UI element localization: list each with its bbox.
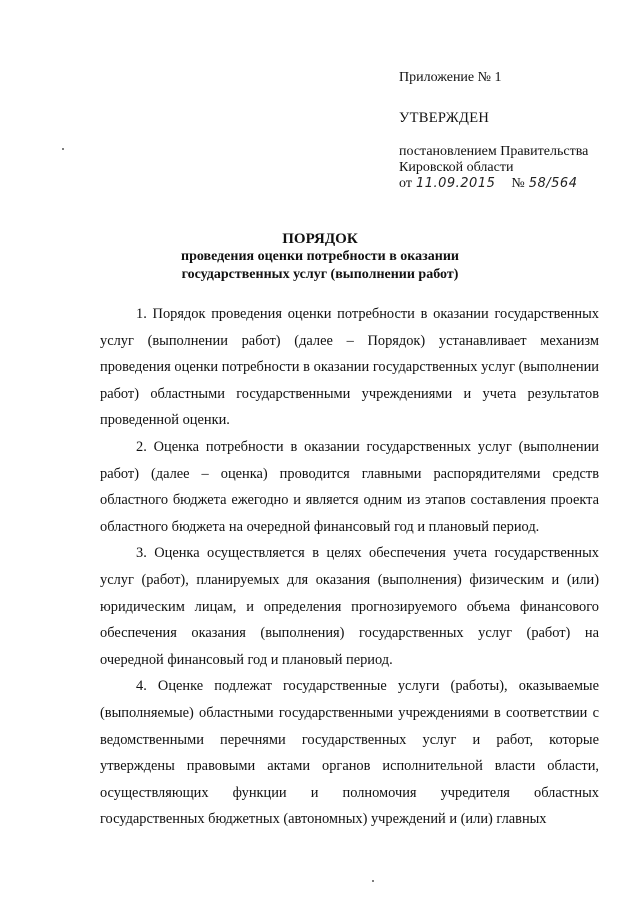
decree-line-1: постановлением Правительства [399,144,589,159]
handwritten-date: 11.09.2015 [415,176,496,191]
date-prefix: от [399,176,412,191]
decree-line-2: Кировской области [399,160,514,175]
paragraph-2: 2. Оценка потребности в оказании государственных услуг (выполнении работ) (далее – оценка) проводится главными распорядителями средств областного бюджета ежегодно и является одним из этапов составления проекта областного бюджета на очередной финансовый год и плановый период. [100,438,599,535]
document-subtitle-line-2: государственных услуг (выполнении работ) [181,267,459,282]
document-title-block [100,230,540,284]
number-prefix: № [511,176,525,191]
appendix-label: Приложение № 1 [399,70,502,85]
handwritten-number: 58/564 [528,176,578,191]
document-subtitle-line-1: проведения оценки потребности в оказании [181,249,459,264]
document-body [100,301,599,833]
scan-speck [62,148,64,150]
paragraph-1: 1. Порядок проведения оценки потребности в оказании государственных услуг (выполнении работ) (далее – Порядок) устанавливает механизм проведения оценки потребности в оказании государственных услуг (выполнении работ) областными государственными учреждениями и учета результатов проведенной оценки. [100,306,599,429]
approved-label: УТВЕРЖДЕН [399,110,490,126]
paragraph-3: 3. Оценка осуществляется в целях обеспечения учета государственных услуг (работ), планируемых для оказания (выполнения) физическим и (или) юридическим лицам, и определения прогнозируемого объема финансового обеспечения оказания (выполнения) государственных услуг (работ) на очередной финансовый год и плановый период. [100,545,599,668]
decree-date-line [399,176,624,192]
scan-speck [372,880,374,882]
document-title: ПОРЯДОК [282,231,358,247]
paragraph-4: 4. Оценке подлежат государственные услуги (работы), оказываемые (выполняемые) областными государственными учреждениями в соответствии с ведомственными перечнями государственных услуг и работ, которые утверждены правовыми актами органов исполнительной власти области, осуществляющих функции и полномочия учредителя областных государственных бюджетных (автономных) учреждений и (или) главных [100,678,599,828]
decree-reference [399,144,624,192]
approval-header [399,70,624,192]
